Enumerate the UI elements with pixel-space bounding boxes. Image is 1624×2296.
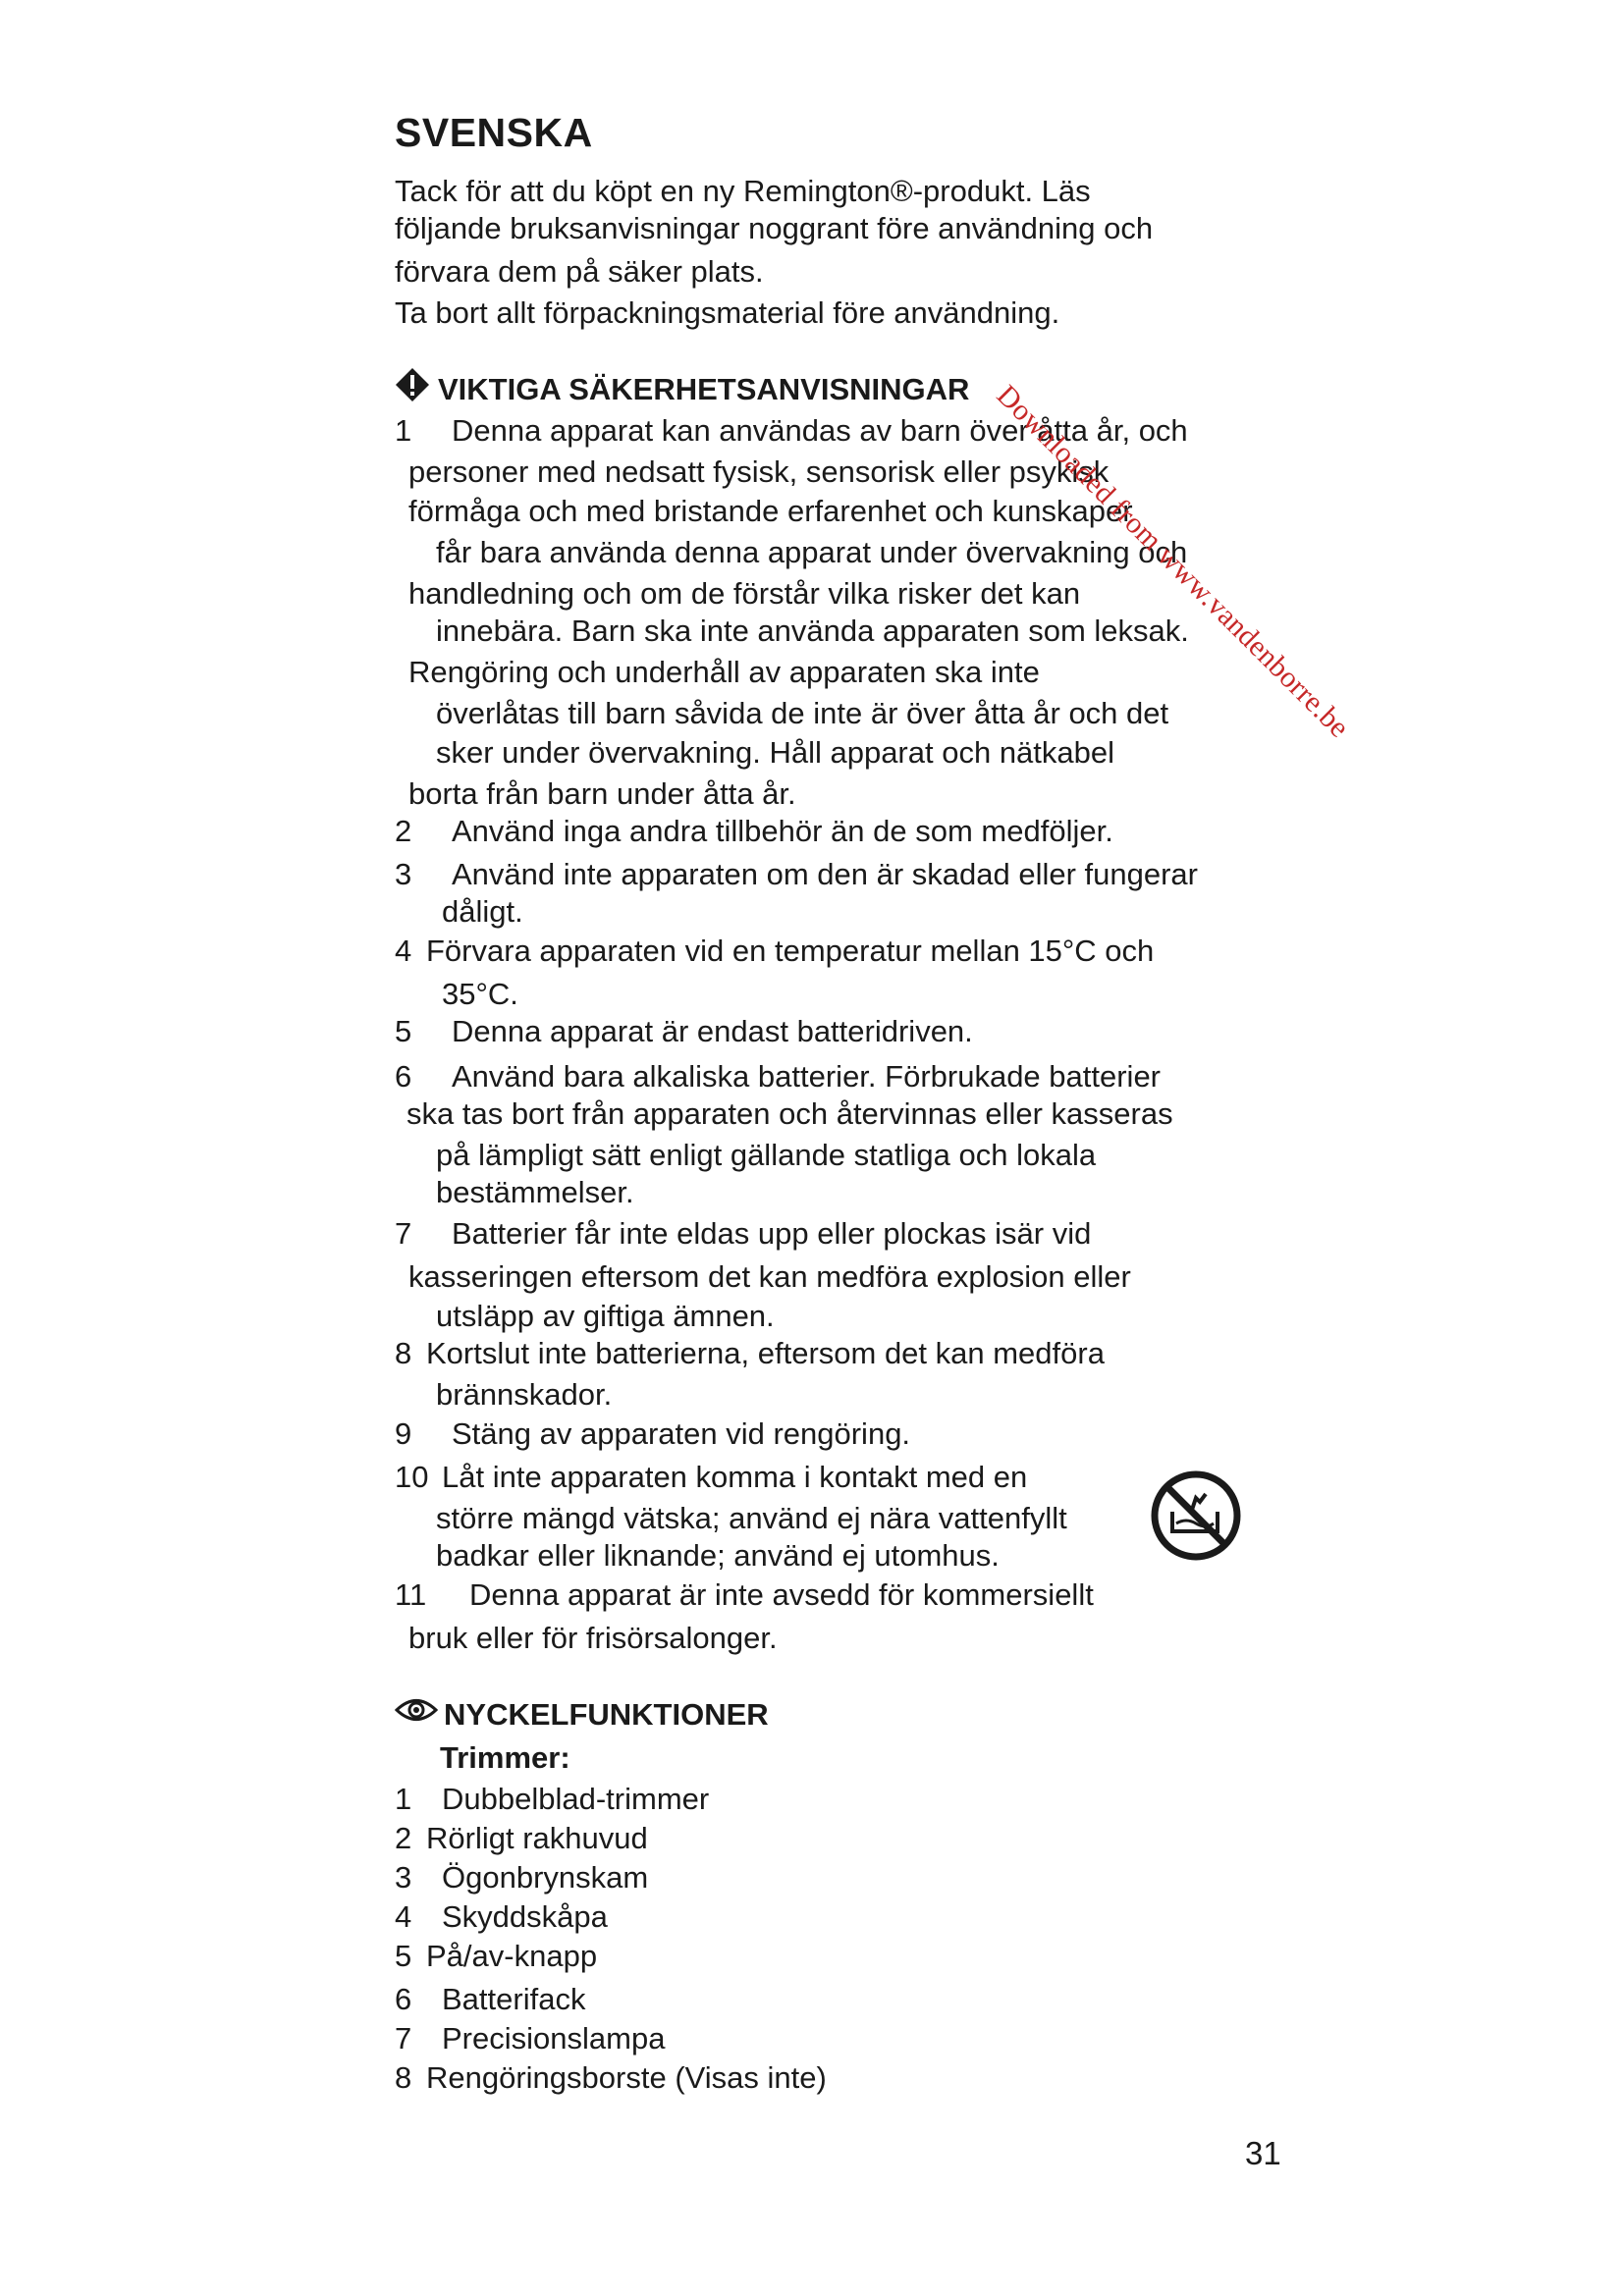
item-line: Batterier får inte eldas upp eller plockas isär vid (452, 1216, 1092, 1251)
item-line: Använd inte apparaten om den är skadad eller fungerar (452, 857, 1198, 891)
item-line: bruk eller för frisörsalonger. (408, 1621, 778, 1655)
feature-item (395, 1981, 585, 2018)
feature-item (395, 1898, 608, 1936)
item-line: kasseringen eftersom det kan medföra explosion eller (408, 1259, 1131, 1294)
feature-label: Rörligt rakhuvud (426, 1821, 648, 1855)
item-number: 7 (395, 2021, 412, 2056)
feature-label: På/av-knapp (426, 1939, 598, 1973)
item-number: 6 (395, 1059, 412, 1094)
item-line: Denna apparat är inte avsedd för kommersiellt (469, 1577, 1094, 1612)
item-line: borta från barn under åtta år. (408, 776, 796, 811)
item-number: 4 (395, 934, 412, 968)
item-line: personer med nedsatt fysisk, sensorisk eller psykisk (408, 454, 1110, 489)
item-line: Använd inga andra tillbehör än de som medföljer. (452, 814, 1113, 848)
feature-label: Dubbelblad-trimmer (442, 1782, 710, 1816)
item-line: Kortslut inte batterierna, eftersom det kan medföra (426, 1336, 1105, 1370)
page-number: 31 (1245, 2135, 1281, 2171)
item-line: 35°C. (442, 977, 518, 1011)
features-heading (395, 1696, 769, 1734)
item-line: innebära. Barn ska inte använda apparaten som leksak. (436, 614, 1189, 648)
item-line: Stäng av apparaten vid rengöring. (452, 1416, 911, 1451)
item-line: Denna apparat kan användas av barn över åtta år, och (452, 413, 1188, 448)
feature-item (395, 1938, 597, 1975)
feature-label: Rengöringsborste (Visas inte) (426, 2060, 827, 2095)
safety-item-10 (395, 1459, 1027, 1496)
item-line: handledning och om de förstår vilka risker det kan (408, 576, 1081, 611)
item-line: sker under övervakning. Håll apparat och nätkabel (436, 735, 1115, 770)
feature-item (395, 1859, 648, 1896)
item-number: 5 (395, 1014, 412, 1048)
item-number: 10 (395, 1460, 429, 1494)
item-line: badkar eller liknande; använd ej utomhus. (436, 1538, 1000, 1573)
safety-heading-text: VIKTIGA SÄKERHETSANVISNINGAR (438, 372, 970, 406)
warning-diamond-icon (395, 367, 430, 411)
item-line: dåligt. (442, 894, 523, 929)
item-number: 11 (395, 1577, 427, 1612)
feature-label: Ögonbrynskam (442, 1860, 649, 1895)
watermark: Downloaded from www.vandenborre.be (990, 379, 1356, 745)
safety-item-11 (395, 1576, 1094, 1614)
intro-line: följande bruksanvisningar noggrant före användning och (395, 211, 1154, 245)
item-number: 6 (395, 1982, 412, 2016)
item-number: 9 (395, 1416, 412, 1451)
features-heading-text: NYCKELFUNKTIONER (444, 1697, 769, 1732)
item-line: utsläpp av giftiga ämnen. (436, 1299, 775, 1333)
item-number: 7 (395, 1216, 412, 1251)
feature-item (395, 2020, 665, 2057)
item-line: Låt inte apparaten komma i kontakt med en (442, 1460, 1028, 1494)
item-line: överlåtas till barn såvida de inte är över åtta år och det (436, 696, 1169, 730)
safety-item-2 (395, 813, 1113, 850)
item-line: får bara använda denna apparat under övervakning och (436, 535, 1188, 569)
item-number: 5 (395, 1939, 412, 1973)
item-line: ska tas bort från apparaten och återvinnas eller kasseras (406, 1096, 1173, 1131)
eye-icon (395, 1695, 438, 1734)
item-number: 2 (395, 1821, 412, 1855)
no-bathtub-icon (1149, 1468, 1243, 1563)
feature-label: Skyddskåpa (442, 1899, 608, 1934)
item-line: bestämmelser. (436, 1175, 634, 1209)
intro-line: Ta bort allt förpackningsmaterial före användning. (395, 295, 1060, 330)
item-number: 3 (395, 1860, 412, 1895)
feature-item (395, 1820, 648, 1857)
item-line: Förvara apparaten vid en temperatur mellan 15°C och (426, 934, 1155, 968)
item-number: 8 (395, 2060, 412, 2095)
safety-heading (395, 371, 969, 411)
feature-label: Precisionslampa (442, 2021, 666, 2056)
item-line: Rengöring och underhåll av apparaten ska inte (408, 655, 1040, 689)
feature-item (395, 1781, 709, 1818)
feature-label: Batterifack (442, 1982, 586, 2016)
item-line: större mängd vätska; använd ej nära vattenfyllt (436, 1501, 1067, 1535)
feature-item (395, 2059, 827, 2097)
item-line: Denna apparat är endast batteridriven. (452, 1014, 973, 1048)
item-line: förmåga och med bristande erfarenhet och kunskaper (408, 494, 1133, 528)
safety-item-4 (395, 933, 1154, 970)
safety-item-9 (395, 1415, 910, 1453)
safety-item-7 (395, 1215, 1091, 1253)
safety-item-5 (395, 1013, 973, 1050)
item-line: Använd bara alkaliska batterier. Förbrukade batterier (452, 1059, 1162, 1094)
safety-item-8 (395, 1335, 1105, 1372)
item-number: 8 (395, 1336, 412, 1370)
item-number: 3 (395, 857, 412, 891)
safety-item-6 (395, 1058, 1161, 1095)
item-number: 4 (395, 1899, 412, 1934)
features-subheading: Trimmer: (440, 1740, 570, 1775)
intro-line: Tack för att du köpt en ny Remington®-produkt. Läs (395, 174, 1091, 208)
item-line: på lämpligt sätt enligt gällande statliga och lokala (436, 1138, 1097, 1172)
item-number: 2 (395, 814, 412, 848)
page-title: SVENSKA (395, 110, 593, 155)
item-number: 1 (395, 413, 412, 448)
item-line: brännskador. (436, 1377, 613, 1412)
safety-item-3 (395, 856, 1198, 893)
item-number: 1 (395, 1782, 412, 1816)
intro-line: förvara dem på säker plats. (395, 254, 764, 289)
